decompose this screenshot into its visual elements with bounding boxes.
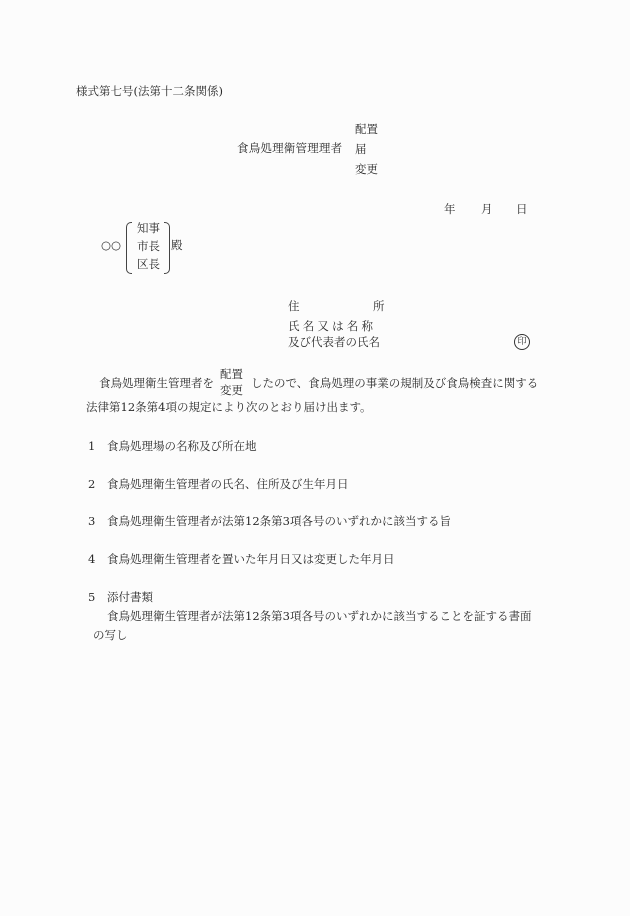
addressee-prefix: ○○ <box>101 238 122 252</box>
body-line1-after: したので、食鳥処理の事業の規制及び食鳥検査に関する <box>251 376 539 390</box>
name-label-line2: 及び代表者の氏名 <box>288 335 380 349</box>
list-item <box>88 479 349 491</box>
body-option-placement: 配置 <box>220 367 243 381</box>
item-number: 1 <box>88 439 96 453</box>
attachment-detail-line2: の写し <box>93 628 128 642</box>
item-number: 3 <box>88 514 96 528</box>
address-label-part1: 住 <box>288 299 300 313</box>
date-year-label: 年 <box>444 202 456 216</box>
bracket-left-icon <box>126 222 132 274</box>
body-line1-before: 食鳥処理衛生管理者を <box>99 376 214 390</box>
date-month-label: 月 <box>481 202 493 216</box>
title-option-placement: 配置 <box>355 122 378 136</box>
item-text: 食鳥処理衛生管理者の氏名、住所及び生年月日 <box>107 477 349 491</box>
addressee-option-governor: 知事 <box>137 221 160 235</box>
item-number: 4 <box>88 552 96 566</box>
name-label-line1: 氏名又は名称 <box>288 319 377 333</box>
address-label-part2: 所 <box>373 299 385 313</box>
title-option-notification: 届 <box>355 142 367 156</box>
list-item <box>88 554 395 566</box>
form-number: 様式第七号(法第十二条関係) <box>76 84 223 98</box>
bracket-right-icon <box>164 222 170 274</box>
body-option-change: 変更 <box>220 383 243 397</box>
list-item <box>88 592 153 604</box>
body-line2: 法律第12条第4項の規定により次のとおり届け出ます。 <box>86 400 372 414</box>
addressee-option-mayor: 市長 <box>137 239 160 253</box>
item-text: 添付書類 <box>107 590 153 604</box>
item-number: 5 <box>88 590 96 604</box>
seal-icon: 印 <box>514 334 530 350</box>
addressee-option-ward-mayor: 区長 <box>137 257 160 271</box>
date-day-label: 日 <box>516 202 528 216</box>
item-text: 食鳥処理衛生管理者が法第12条第3項各号のいずれかに該当する旨 <box>107 514 451 528</box>
attachment-detail-line1: 食鳥処理衛生管理者が法第12条第3項各号のいずれかに該当することを証する書面 <box>107 609 532 623</box>
item-number: 2 <box>88 477 96 491</box>
list-item <box>88 441 257 453</box>
document-title: 食鳥処理衛管理理者 <box>237 141 343 155</box>
title-option-change: 変更 <box>355 162 378 176</box>
addressee-suffix: 殿 <box>171 238 183 252</box>
list-item <box>88 516 451 528</box>
item-text: 食鳥処理場の名称及び所在地 <box>107 439 257 453</box>
item-text: 食鳥処理衛生管理者を置いた年月日又は変更した年月日 <box>107 552 395 566</box>
